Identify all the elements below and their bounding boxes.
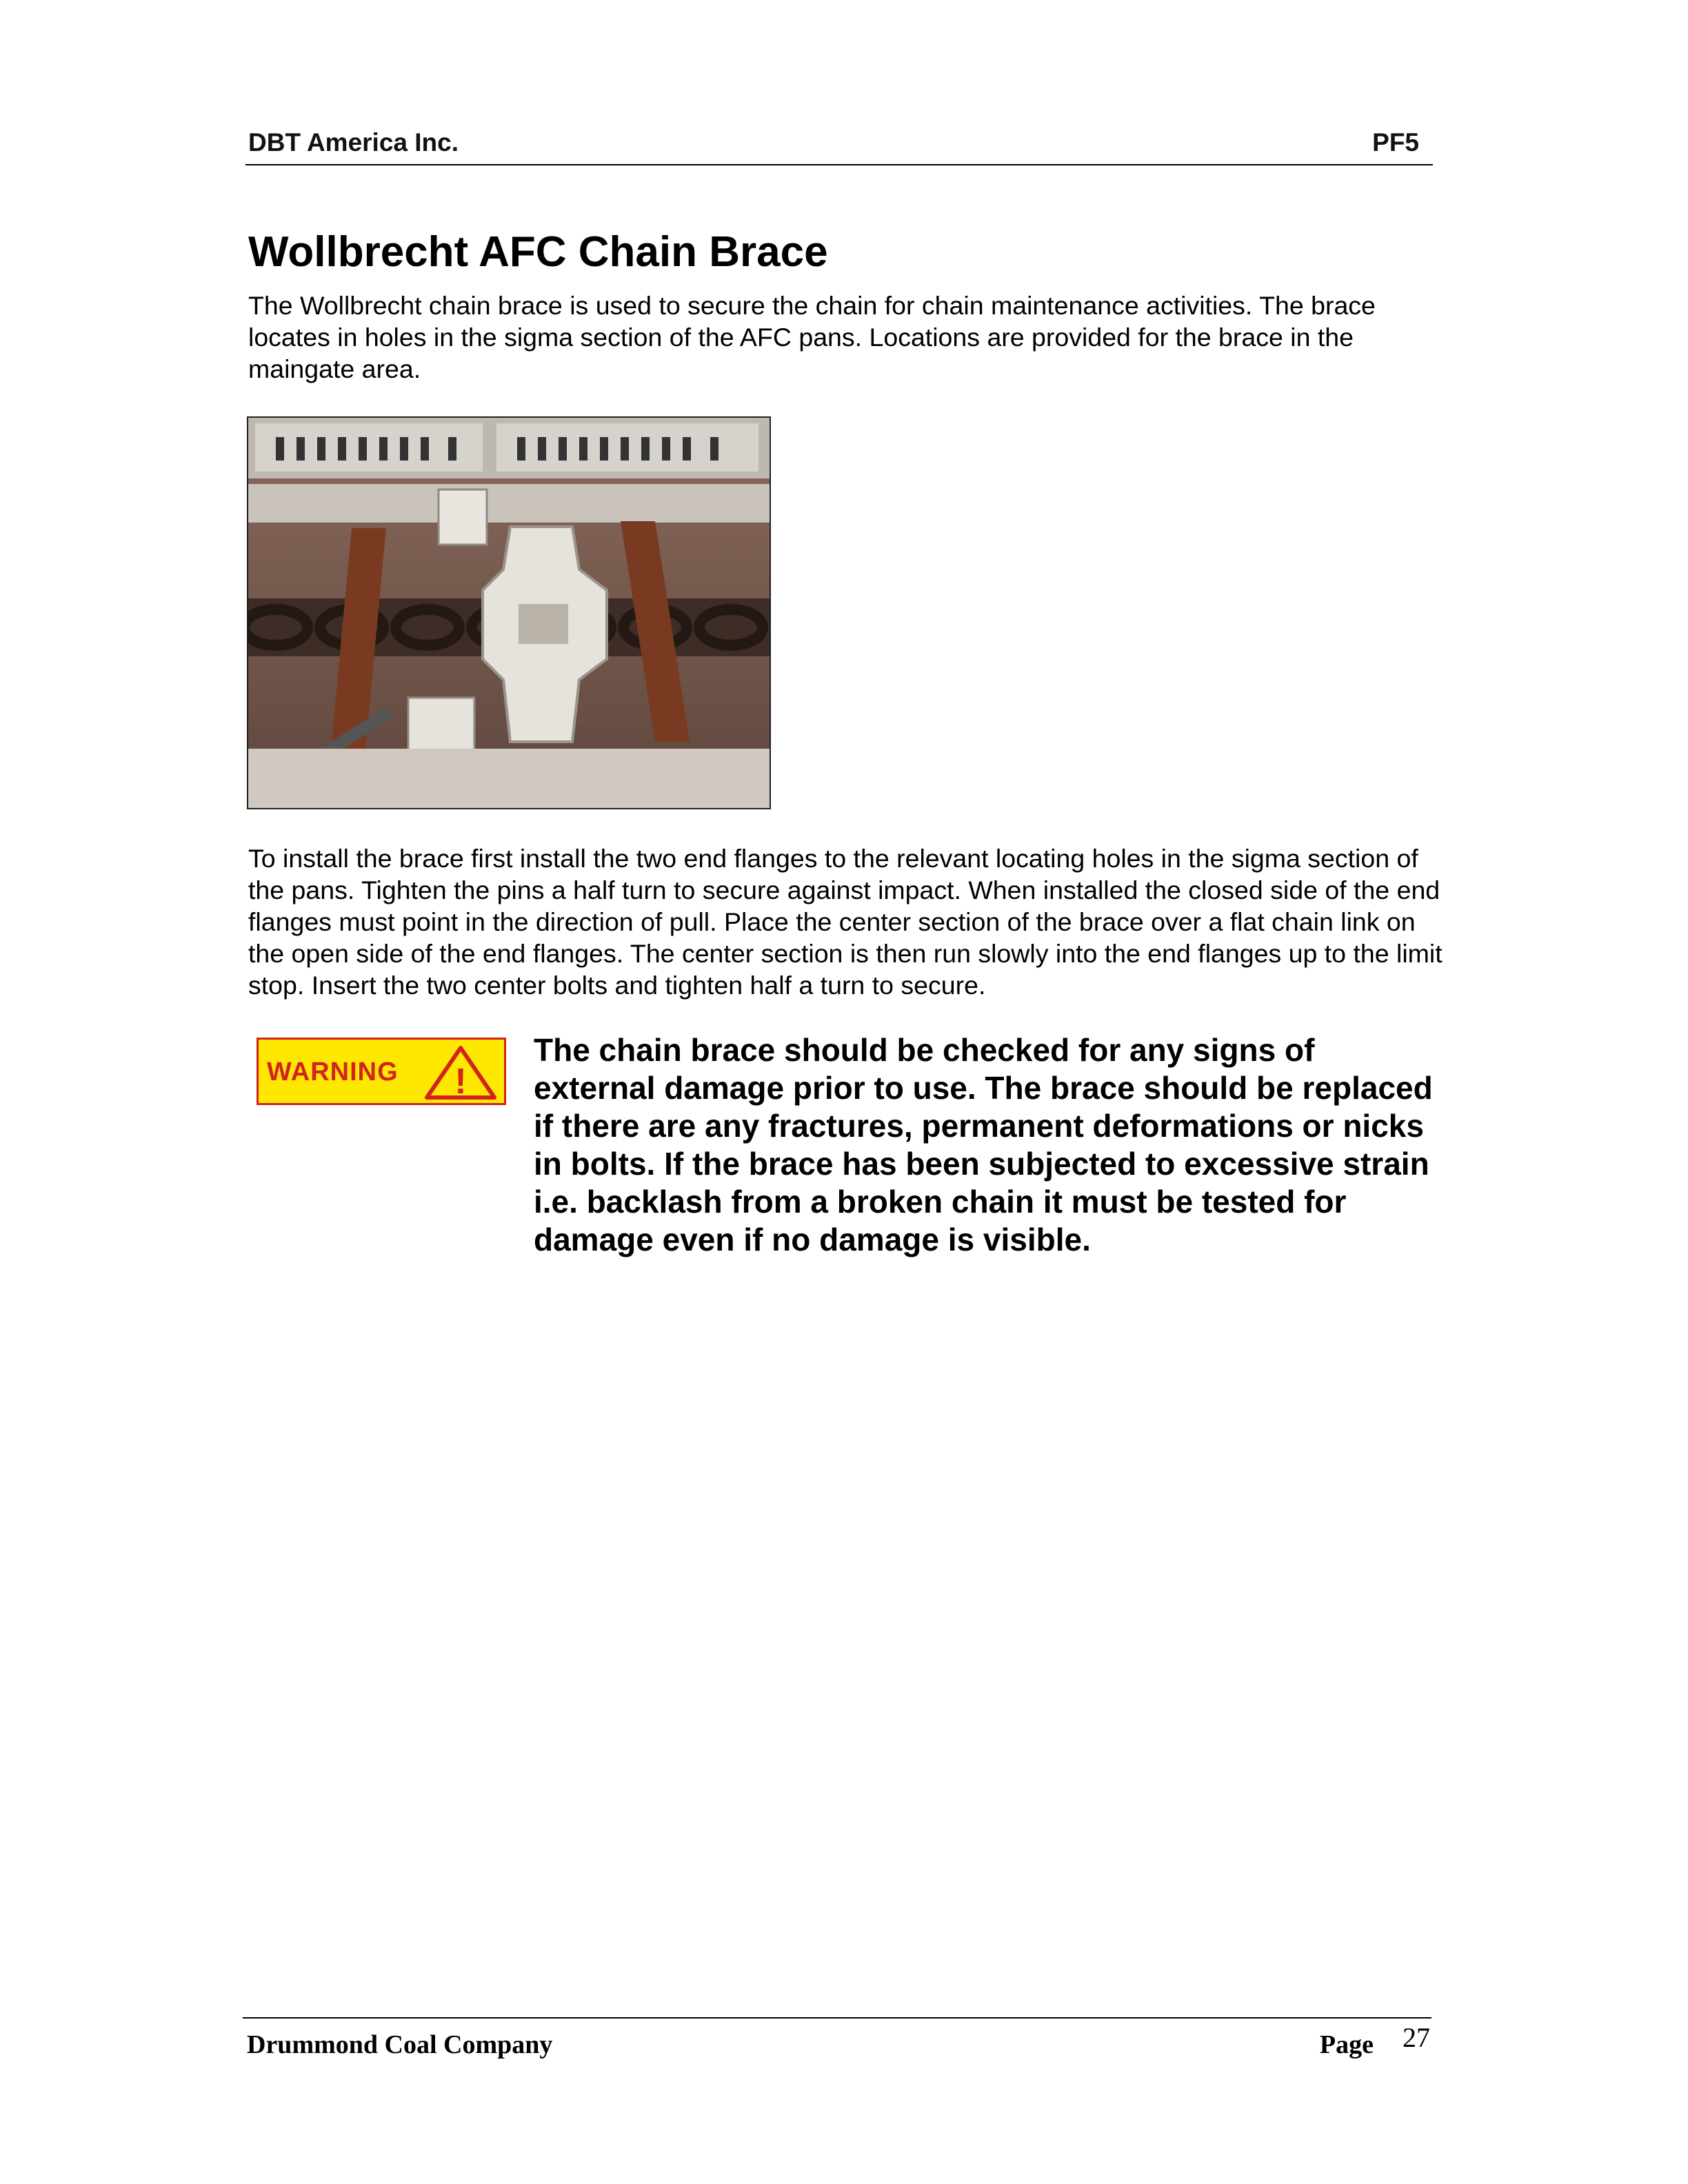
chain-brace-photo xyxy=(247,416,771,809)
intro-paragraph: The Wollbrecht chain brace is used to secure the chain for chain maintenance activities. The brace locates in holes in the sigma section of the AFC pans. Locations are provided for the brace in the maingate area. xyxy=(248,291,1376,383)
chain-brace-illustration xyxy=(248,418,770,808)
warning-sign xyxy=(257,1038,506,1105)
footer-company: Drummond Coal Company xyxy=(247,2030,553,2059)
footer-page-label: Page xyxy=(1319,2030,1374,2059)
page-footer xyxy=(243,2017,1431,2060)
footer-page-number: 27 xyxy=(1403,2022,1430,2053)
warning-exclamation: ! xyxy=(454,1062,467,1102)
warning-label: WARNING xyxy=(267,1058,399,1086)
instructions-paragraph: To install the brace first install the two end flanges to the relevant locating holes in the sigma section of the pans. Tighten the pins a half turn to secure against impact. When installed the closed side of the end flanges must point in the direction of pull. Place the center section of the brace over a flat chain link on the open side of the end flanges. The center section is then run slowly into the end flanges up to the limit stop. Insert the two center bolts and tighten half a turn to secure. xyxy=(248,844,1443,1000)
warning-triangle-icon xyxy=(423,1044,499,1102)
warning-paragraph: The chain brace should be checked for any signs of external damage prior to use. The brace should be replaced if there are any fractures, permanent deformations or nicks in bolts. If the brace has been subjected to excessive strain i.e. backlash from a broken chain it must be tested for damage even if no damage is visible. xyxy=(534,1032,1433,1257)
page-header xyxy=(245,128,1433,165)
page-title: Wollbrecht AFC Chain Brace xyxy=(248,228,828,276)
header-company: DBT America Inc. xyxy=(248,128,459,156)
header-code: PF5 xyxy=(1372,128,1419,156)
